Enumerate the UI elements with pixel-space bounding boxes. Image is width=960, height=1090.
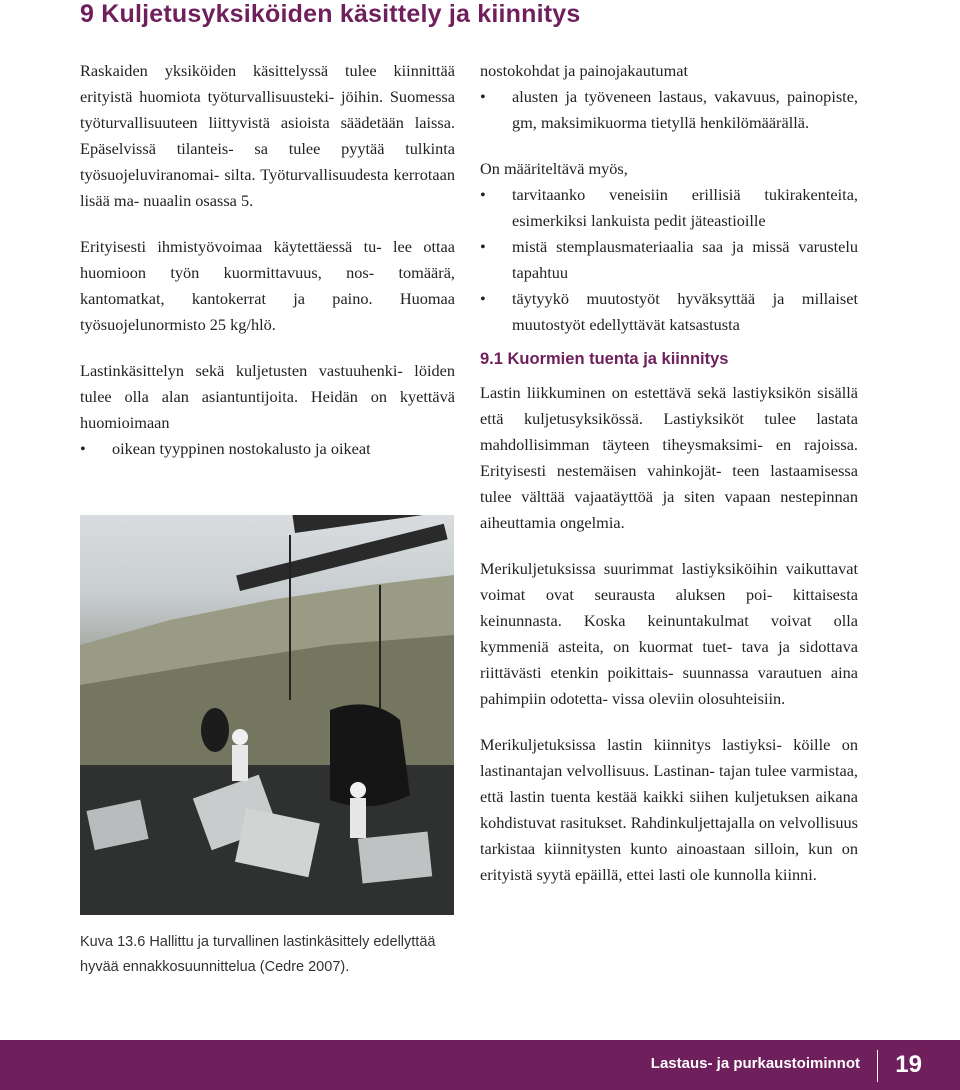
list-item: • alusten ja työveneen lastaus, vakavuus, painopiste, gm, maksimikuorma tietyllä henkilömäärällä.	[480, 84, 858, 136]
paragraph: Erityisesti ihmistyövoimaa käytettäessä tu- lee ottaa huomioon työn kuormittavuus, nos- tomäärä, kantomatkat, kantokerrat ja paino. Huomaa työsuojelunormisto 25 kg/hlö.	[80, 237, 455, 334]
cargo-handling-photo	[80, 515, 454, 915]
left-column	[80, 58, 455, 462]
page-title: 9 Kuljetusyksiköiden käsittely ja kiinnitys	[80, 0, 581, 28]
paragraph: Raskaiden yksiköiden käsittelyssä tulee kiinnittää erityistä huomiota työturvallisuusteki- jöihin. Suomessa työturvallisuuteen liittyvistä asioista säädetään laissa. Epäselvissä tilanteis- sa tulee pyytää tulkinta työsuojeluviranomai- silta. Työturvallisuudesta kerrotaan lisää ma- nuaalin osassa 5.	[80, 61, 455, 210]
footer-section-title: Lastaus- ja purkaustoiminnot	[650, 1055, 860, 1072]
bullet-list	[480, 182, 858, 338]
figure-caption: Kuva 13.6 Hallittu ja turvallinen lastinkäsittely edellyttää hyvää ennakkosuunnittelua (Cedre 2007).	[80, 934, 436, 975]
bullet-list	[480, 84, 858, 136]
list-item: • tarvitaanko veneisiin erillisiä tukirakenteita, esimerkiksi lankuista pedit jäteastioille	[480, 182, 858, 234]
paragraph: On määriteltävä myös,	[480, 159, 628, 178]
paragraph-continuation: nostokohdat ja painojakautumat	[480, 61, 688, 80]
right-column	[480, 58, 858, 908]
paragraph: Merikuljetuksissa lastin kiinnitys lastiyksi- köille on lastinantajan velvollisuus. Lastinan- tajan tulee varmistaa, että lastin tuenta kestää kaikki siihen kuljetuksen aikana kohdistuvat rasitukset. Rahdinkuljettajalla on velvollisuus tarkistaa kiinnitysten kunto ainoastaan silloin, kun on erityistä syytä epäillä, ettei lasti ole kunnolla kiinni.	[480, 735, 858, 884]
paragraph: Merikuljetuksissa suurimmat lastiyksiköihin vaikuttavat voimat ovat seurausta aluksen poi- kittaisesta keinunnasta. Koska keinuntakulmat voivat olla kymmeniä asteita, on kuormat tuet- tava ja sidottava riittävästi etenkin poikittais- suunnassa varautuen aina pahimpiin odotetta- vissa oleviin olosuhteisiin.	[480, 559, 858, 708]
paragraph: Lastin liikkuminen on estettävä sekä lastiyksikön sisällä että kuljetusyksikössä. Lastiyksiköt tulee lastata mahdollisimman täyteen tiheysmaksimi- en rajoissa. Erityisesti nestemäisen vahinkojät- teen lastaamisessa tulee välttää vajaatäyttöä ja siten vapaan nestepinnan aiheuttamia ongelmia.	[480, 383, 858, 532]
list-item: • täytyykö muutostyöt hyväksyttää ja millaiset muutostyöt edellyttävät katsastusta	[480, 286, 858, 338]
footer-divider	[877, 1050, 878, 1082]
page-number: 19	[895, 1051, 922, 1078]
page-footer	[0, 1040, 960, 1090]
list-item: • oikean tyyppinen nostokalusto ja oikeat	[80, 436, 455, 462]
list-item: • mistä stemplausmateriaalia saa ja missä varustelu tapahtuu	[480, 234, 858, 286]
paragraph: Lastinkäsittelyn sekä kuljetusten vastuuhenki- löiden tulee olla alan asiantuntijoita. Heidän on kyettävä huomioimaan	[80, 361, 455, 432]
photo-illustration	[80, 515, 454, 915]
section-subheading: 9.1 Kuormien tuenta ja kiinnitys	[480, 350, 729, 368]
bullet-list	[80, 436, 455, 462]
